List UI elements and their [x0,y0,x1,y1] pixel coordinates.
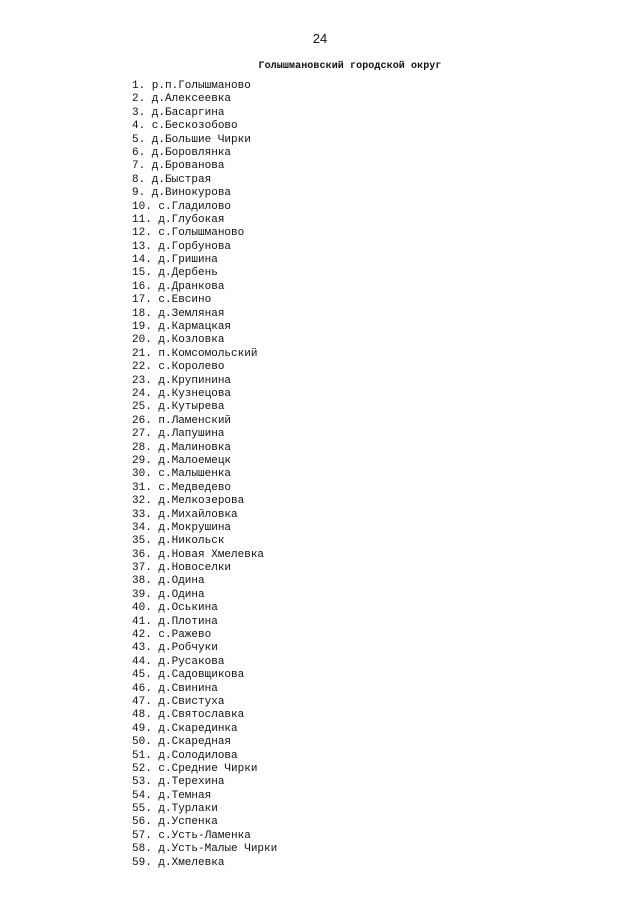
settlement-item: 58. д.Усть-Малые Чирки [132,843,278,856]
settlement-item: 22. с.Королево [132,361,225,374]
settlement-item: 50. д.Скаредная [132,736,232,749]
settlement-item: 36. д.Новая Хмелевка [132,548,265,561]
section-heading: Голышмановский городской округ [258,61,442,72]
settlement-item: 53. д.Терехина [132,776,225,789]
settlement-item: 20. д.Козловка [132,334,225,347]
settlement-item: 17. с.Евсино [132,294,212,307]
settlement-item: 39. д.Одина [132,588,205,601]
page-number: 24 [312,31,328,46]
settlement-item: 12. с.Голышманово [132,227,245,240]
settlement-item: 41. д.Плотина [132,615,218,628]
settlement-item: 8. д.Быстрая [132,173,212,186]
settlement-item: 32. д.Мелкозерова [132,495,245,508]
settlement-item: 29. д.Малоемецк [132,454,232,467]
settlement-item: 23. д.Крупинина [132,374,232,387]
settlement-item: 57. с.Усть-Ламенка [132,829,251,842]
settlement-item: 30. с.Малышенка [132,468,232,481]
settlement-item: 47. д.Свистуха [132,695,225,708]
settlement-item: 3. д.Басаргина [132,106,225,119]
settlement-item: 48. д.Святославка [132,709,245,722]
settlement-item: 46. д.Свинина [132,682,218,695]
settlement-item: 9. д.Винокурова [132,187,232,200]
settlement-item: 21. п.Комсомольский [132,347,258,360]
settlement-item: 24. д.Кузнецова [132,387,232,400]
settlement-item: 52. с.Средние Чирки [132,762,258,775]
settlement-item: 43. д.Робчуки [132,642,218,655]
settlement-item: 19. д.Кармацкая [132,321,232,334]
settlement-item: 27. д.Лапушина [132,428,225,441]
settlement-item: 1. р.п.Голышманово [132,80,251,92]
settlement-item: 15. д.Дербень [132,267,218,280]
settlement-item: 49. д.Скарединка [132,722,238,735]
settlement-item: 31. с.Медведево [132,481,232,494]
settlement-item: 44. д.Русакова [132,655,225,668]
settlement-item: 7. д.Брованова [132,160,225,173]
settlement-item: 35. д.Никольск [132,535,225,548]
settlement-item: 16. д.Дранкова [132,280,225,293]
settlement-item: 56. д.Успенка [132,816,218,829]
settlement-item: 42. с.Ражево [132,629,212,642]
settlement-item: 51. д.Солодилова [132,749,238,762]
settlement-item: 14. д.Гришина [132,254,218,267]
settlement-item: 28. д.Малиновка [132,441,232,454]
settlement-item: 34. д.Мокрушина [132,521,232,534]
settlement-item: 37. д.Новоселки [132,562,232,575]
settlement-item: 6. д.Боровлянка [132,146,232,159]
settlement-item: 4. с.Бескозобово [132,120,238,133]
settlement-item: 59. д.Хмелевка [132,856,225,869]
settlement-item: 45. д.Садовщикова [132,669,245,682]
settlement-item: 2. д.Алексеевка [132,93,232,106]
settlement-item: 33. д.Михайловка [132,508,238,521]
settlement-item: 54. д.Темная [132,789,212,802]
settlement-item: 26. п.Ламенский [132,414,232,427]
settlement-item: 18. д.Земляная [132,307,225,320]
settlement-item: 40. д.Оськина [132,602,218,615]
settlement-item: 5. д.Большие Чирки [132,133,251,146]
settlement-list [132,80,277,870]
settlement-item: 10. с.Гладилово [132,200,232,213]
settlement-item: 11. д.Глубокая [132,213,225,226]
settlement-item: 38. д.Одина [132,575,205,588]
settlement-item: 55. д.Турлаки [132,803,218,816]
settlement-item: 25. д.Кутырева [132,401,225,414]
settlement-item: 13. д.Горбунова [132,240,232,253]
